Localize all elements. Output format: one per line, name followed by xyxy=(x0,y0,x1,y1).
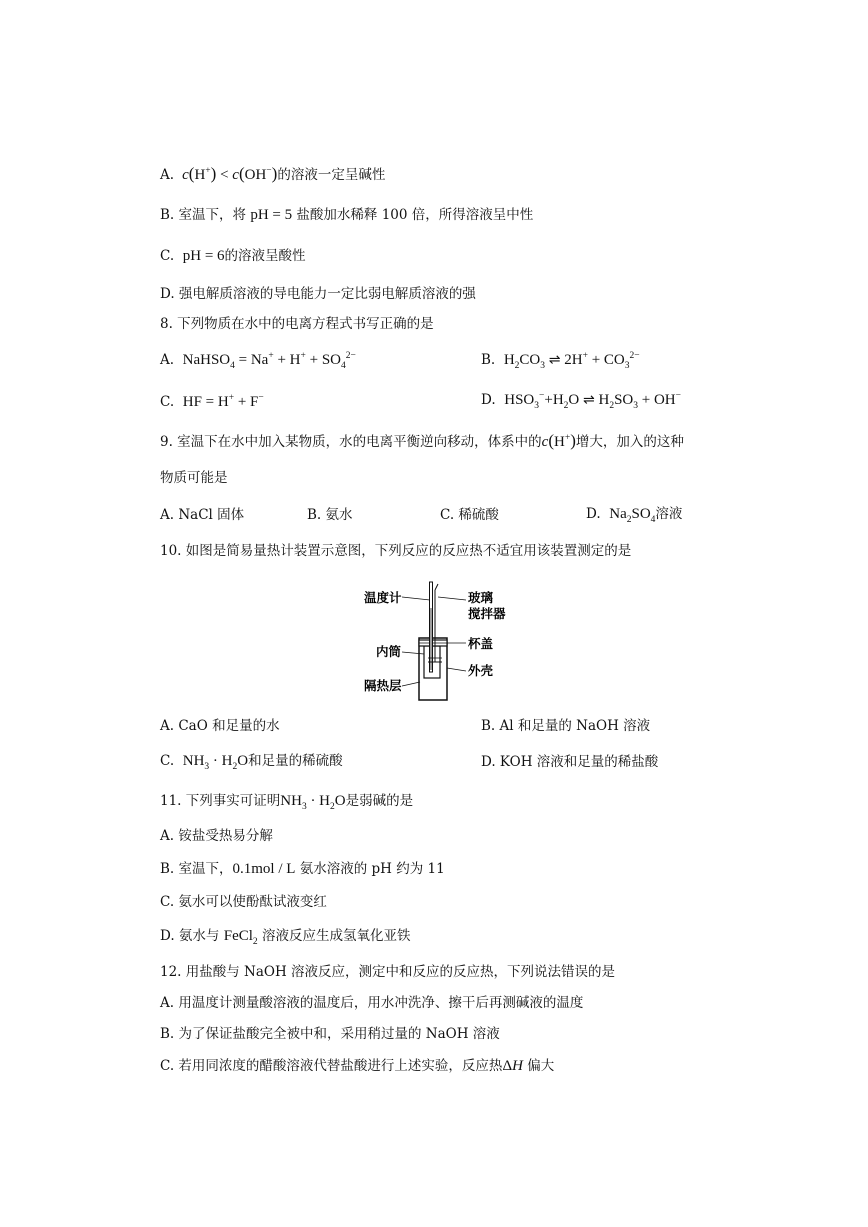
q11-option-c: C. 氨水可以使酚酞试液变红 xyxy=(160,894,327,910)
q12-option-c: C. 若用同浓度的醋酸溶液代替盐酸进行上述实验，反应热ΔH 偏大 xyxy=(160,1058,555,1074)
q9-option-d: D. $Na_2SO_4$溶液 xyxy=(586,506,683,525)
q8-option-c: C. HF = H+ + F− xyxy=(160,393,264,410)
label-thermometer: 温度计 xyxy=(364,590,402,605)
q9-option-a: A. NaCl 固体 xyxy=(160,507,245,523)
q7-option-a-formula: c(H+) < c(OH−) xyxy=(182,164,278,183)
q8-option-b-equation: $H_2CO_3$ ⇌ $2H^+ + CO_3^{2-}$ xyxy=(503,351,640,371)
q9-stem-line2: 物质可能是 xyxy=(160,470,228,486)
q8-option-d: D. $HSO_3^-+H_2O$ ⇌ $H_2SO_3 + OH^-$ xyxy=(481,391,681,411)
label-lid: 杯盖 xyxy=(468,636,494,651)
q10-option-b: B. Al 和足量的 NaOH 溶液 xyxy=(481,718,651,734)
q7-option-a: A. c(H+) < c(OH−)的溶液一定呈碱性 xyxy=(160,164,386,183)
q12-stem: 12. 用盐酸与 NaOH 溶液反应，测定中和反应的反应热，下列说法错误的是 xyxy=(160,964,616,980)
q8-option-d-equation: $HSO_3^-+H_2O$ ⇌ $H_2SO_3 + OH^-$ xyxy=(504,391,681,411)
q8-option-c-equation: HF = H+ + F− xyxy=(182,393,264,410)
q8-option-b: B. $H_2CO_3$ ⇌ $2H^+ + CO_3^{2-}$ xyxy=(481,351,640,371)
label-stirrer-2: 搅拌器 xyxy=(468,606,506,621)
label-stirrer-1: 玻璃 xyxy=(468,590,494,605)
q8-option-a: A. NaHSO$_4$ = $Na^+ + H^+ + SO_4^{2-}$ xyxy=(160,351,356,371)
q8-stem: 8. 下列物质在水中的电离方程式书写正确的是 xyxy=(160,316,434,332)
q11-option-b: B. 室温下，0.1mol / L 氨水溶液的 pH 约为 11 xyxy=(160,861,445,877)
q11-stem: 11. 下列事实可证明$NH_3 \cdot H_2O$是弱碱的是 xyxy=(160,793,414,812)
q12-option-a: A. 用温度计测量酸溶液的温度后，用水冲洗净、擦干后再测碱液的温度 xyxy=(160,995,584,1011)
q11-option-a: A. 铵盐受热易分解 xyxy=(160,828,273,844)
q7-option-b: B. 室温下，将 pH = 5 盐酸加水稀释 100 倍，所得溶液呈中性 xyxy=(160,207,534,223)
q12-option-b: B. 为了保证盐酸完全被中和，采用稍过量的 NaOH 溶液 xyxy=(160,1026,500,1042)
q9-option-c: C. 稀硫酸 xyxy=(440,507,499,523)
q7-option-c: C. pH = 6的溶液呈酸性 xyxy=(160,248,306,264)
label-insulation: 隔热层 xyxy=(364,678,402,693)
q10-option-a: A. CaO 和足量的水 xyxy=(160,718,280,734)
q9-stem: 9. 室温下在水中加入某物质，水的电离平衡逆向移动，体系中的c(H+)增大，加入的这种 xyxy=(160,431,684,450)
q7-option-d: D. 强电解质溶液的导电能力一定比弱电解质溶液的强 xyxy=(160,286,476,302)
q9-option-b: B. 氨水 xyxy=(307,507,353,523)
calorimeter-diagram xyxy=(362,578,510,702)
label-inner-cup: 内筒 xyxy=(376,644,402,659)
q10-option-c: C. $NH_3 \cdot H_2O$和足量的稀硫酸 xyxy=(160,753,343,772)
q11-option-d: D. 氨水与 FeCl$_2$ 溶液反应生成氢氧化亚铁 xyxy=(160,928,411,947)
q10-option-d: D. KOH 溶液和足量的稀盐酸 xyxy=(481,754,659,770)
label-outer-shell: 外壳 xyxy=(468,663,494,678)
q10-stem: 10. 如图是简易量热计装置示意图，下列反应的反应热不适宜用该装置测定的是 xyxy=(160,543,632,559)
q8-option-a-equation: NaHSO$_4$ = $Na^+ + H^+ + SO_4^{2-}$ xyxy=(182,351,356,371)
